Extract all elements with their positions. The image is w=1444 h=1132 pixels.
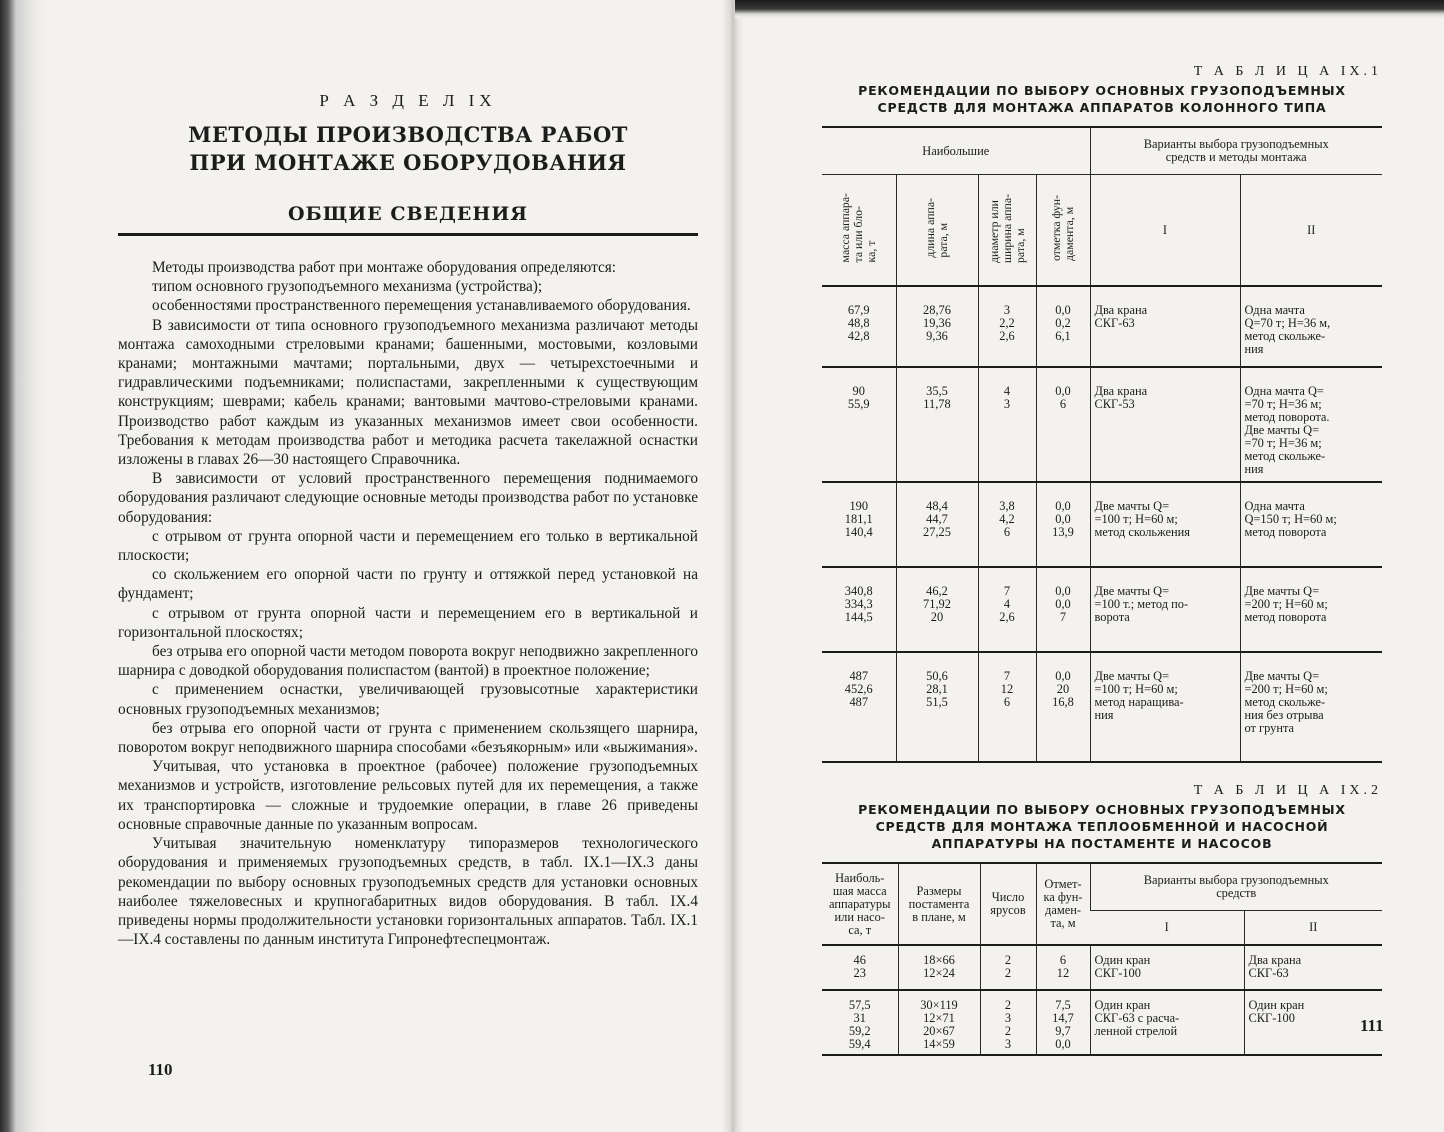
table-1-column-header xyxy=(978,175,1036,287)
table-1-title-line-1: РЕКОМЕНДАЦИИ ПО ВЫБОРУ ОСНОВНЫХ ГРУЗОПОДЪЕМНЫХ xyxy=(858,83,1346,98)
table-2-title-line-2: СРЕДСТВ ДЛЯ МОНТАЖА ТЕПЛООБМЕННОЙ И НАСОСНОЙ xyxy=(875,819,1329,834)
table-2-variant-header: I xyxy=(1090,911,1244,946)
table-cell: 7 12 6 xyxy=(978,652,1036,762)
table-cell: Один кран СКГ-100 xyxy=(1244,990,1382,1055)
table-row xyxy=(822,990,1382,1055)
table-cell: 46 23 xyxy=(853,953,866,980)
table-row xyxy=(822,945,1382,990)
table-cell: Один кран СКГ-63 с расча- ленной стрелой xyxy=(1090,990,1244,1055)
table-1-group-header-right: Варианты выбора грузоподъемных средств и методы монтажа xyxy=(1090,127,1382,175)
table-cell: 0,0 6 xyxy=(1036,367,1090,482)
table-1-column-header: I xyxy=(1090,175,1240,287)
body-paragraph: с отрывом от грунта опорной части и перемещением его в вертикальной и горизонтальной плоскостях; xyxy=(118,604,698,641)
table-cell: 3,8 4,2 6 xyxy=(978,482,1036,567)
table-cell: 50,6 28,1 51,5 xyxy=(896,652,978,762)
table-cell: 340,8 334,3 144,5 xyxy=(844,584,873,624)
table-1-column-header-text: отметка фун- дамента, м xyxy=(1049,195,1076,261)
table-row xyxy=(822,286,1382,367)
book-gutter xyxy=(722,0,744,1132)
table-1-label: Т А Б Л И Ц А IX.1 xyxy=(1193,64,1382,79)
body-paragraph: особенностями пространственного перемещения устанавливаемого оборудования. xyxy=(152,297,691,315)
table-1-title-line-2: СРЕДСТВ ДЛЯ МОНТАЖА АППАРАТОВ КОЛОННОГО ТИПА xyxy=(877,100,1327,115)
table-cell: 90 55,9 xyxy=(847,384,870,411)
table-cell: 6 12 xyxy=(1036,945,1090,990)
table-cell: 0,0 0,2 6,1 xyxy=(1036,286,1090,367)
table-row xyxy=(822,652,1382,762)
page-number-right: 111 xyxy=(1360,1016,1384,1035)
table-cell: 2 2 xyxy=(980,945,1036,990)
body-paragraph: со скольжением его опорной части по грунту и оттяжкой перед установкой на фундамент; xyxy=(118,566,698,603)
body-paragraph: с отрывом от грунта опорной части и перемещением его только в вертикальной плоскости; xyxy=(118,527,698,565)
table-1-group-header-left: Наибольшие xyxy=(822,127,1090,175)
body-paragraph: Учитывая значительную номенклатуру типоразмеров технологического оборудования и применяемых грузоподъемных средств, в табл. IX.1—IX.3 даны рекомендации по выбору основных грузоподъемных средств для установки основных наиболее тяжеловесных и крупногабаритных видов оборудования. В табл. IX.4 приведены нормы продолжительности установки горизонтальных аппаратов. Табл. IX.1—IX.4 составлены по данным института Гипронефтеспецмонтаж. xyxy=(118,835,698,949)
table-2-title xyxy=(822,801,1382,852)
table-cell: Одна мачта Q=150 т; H=60 м; метод поворота xyxy=(1240,482,1382,567)
table-cell: 30×119 12×71 20×67 14×59 xyxy=(898,990,980,1055)
table-row xyxy=(822,482,1382,567)
table-2-column-header: Число ярусов xyxy=(980,863,1036,945)
table-cell: Две мачты Q= =100 т; H=60 м; метод скольжения xyxy=(1090,482,1240,567)
table-cell: 57,5 31 59,2 59,4 xyxy=(848,998,871,1051)
left-page xyxy=(118,85,698,949)
table-cell: 7 4 2,6 xyxy=(978,567,1036,652)
table-1-title xyxy=(822,82,1382,116)
table-cell: Два крана СКГ-53 xyxy=(1090,367,1240,482)
table-cell: 0,0 0,0 13,9 xyxy=(1036,482,1090,567)
table-cell: Две мачты Q= =200 т; H=60 м; метод поворота xyxy=(1240,567,1382,652)
table-1 xyxy=(822,126,1382,763)
section-label: Р А З Д Е Л IX xyxy=(319,91,497,110)
body-paragraph: с применением оснастки, увеличивающей грузовысотные характеристики основных грузоподъемных механизмов; xyxy=(118,681,698,718)
book-edge-top xyxy=(735,0,1444,18)
table-cell: 46,2 71,92 20 xyxy=(896,567,978,652)
table-1-column-header xyxy=(896,175,978,287)
table-cell: 35,5 11,78 xyxy=(896,367,978,482)
table-cell: Одна мачта Q= =70 т; H=36 м; метод поворота. Две мачты Q= =70 т; H=36 м; метод скольже- ния xyxy=(1240,367,1382,482)
table-cell: 487 452,6 487 xyxy=(844,669,873,709)
page-number-left: 110 xyxy=(148,1060,173,1079)
table-cell: Две мачты Q= =100 т; H=60 м; метод наращива- ния xyxy=(1090,652,1240,762)
table-cell: Одна мачта Q=70 т; H=36 м, метод скольже- ния xyxy=(1240,286,1382,367)
table-cell: 48,4 44,7 27,25 xyxy=(896,482,978,567)
table-cell: 190 181,1 140,4 xyxy=(844,499,873,539)
body-paragraph: Методы производства работ при монтаже оборудования определяются: xyxy=(152,259,617,276)
table-cell: Два крана СКГ-63 xyxy=(1244,945,1382,990)
table-1-column-header xyxy=(822,175,896,287)
subsection-title: ОБЩИЕ СВЕДЕНИЯ xyxy=(287,203,529,225)
table-2 xyxy=(822,862,1382,1056)
table-cell: 67,9 48,8 42,8 xyxy=(847,303,870,343)
body-paragraph: В зависимости от типа основного грузоподъемного механизма различают методы монтажа самоходными стреловыми кранами; башенными, мостовыми, козловыми кранами; монтажными мачтами; портальными, двух — четырехстоечными и гидравлическими подъемниками; полиспастами, закрепленными к существующим конструкциям; шеврами; кабель кранами; вантовыми мачтово-стреловыми кранами. Производство работ каждым из указанных механизмов имеет свои особенности. Требования к методам производства работ и методика расчета такелажной оснастки изложены в главах 26—30 настоящего Справочника. xyxy=(118,316,698,469)
table-cell: Один кран СКГ-100 xyxy=(1090,945,1244,990)
table-cell: 7,5 14,7 9,7 0,0 xyxy=(1036,990,1090,1055)
table-2-variant-header: II xyxy=(1244,911,1382,946)
table-row xyxy=(822,367,1382,482)
table-cell: Две мачты Q= =200 т; H=60 м; метод скольже- ния без отрыва от грунта xyxy=(1240,652,1382,762)
table-cell: 3 2,2 2,6 xyxy=(978,286,1036,367)
table-cell: Два крана СКГ-63 xyxy=(1090,286,1240,367)
table-cell: 0,0 0,0 7 xyxy=(1036,567,1090,652)
section-title-line-2: ПРИ МОНТАЖЕ ОБОРУДОВАНИЯ xyxy=(189,150,627,175)
book-binding-left xyxy=(0,0,48,1132)
table-1-column-header-text: длина аппа- рата, м xyxy=(923,198,950,258)
table-cell: 4 3 xyxy=(978,367,1036,482)
table-1-column-header-text: масса аппара- та или бло- ка, т xyxy=(838,193,879,263)
section-title-line-1: МЕТОДЫ ПРОИЗВОДСТВА РАБОТ xyxy=(188,122,628,147)
right-page xyxy=(822,58,1382,1056)
body-paragraph: без отрыва его опорной части методом поворота вокруг неподвижно закрепленного шарнира с доводкой оборудования полиспастом (вантой) в проектное положение; xyxy=(118,643,698,680)
table-1-column-header-text: диаметр или ширина аппа- рата, м xyxy=(986,193,1027,263)
body-text xyxy=(118,258,698,949)
body-paragraph: Учитывая, что установка в проектное (рабочее) положение грузоподъемных механизмов и устройств, изготовление рельсовых путей для их перемещения, а также их транспортировка — сложные и трудоемкие операции, в главе 26 приведены основные справочные данные по указанным вопросам. xyxy=(118,758,698,833)
body-paragraph: без отрыва его опорной части от грунта с применением скользящего шарнира, поворотом вокруг неподвижного шарнира способами «безъякорным» или «выжимания». xyxy=(118,719,698,757)
table-cell: 28,76 19,36 9,36 xyxy=(896,286,978,367)
table-2-column-header: Наиболь- шая масса аппаратуры или насо- са, т xyxy=(822,863,898,945)
table-row xyxy=(822,567,1382,652)
table-1-column-header xyxy=(1036,175,1090,287)
table-cell: 18×66 12×24 xyxy=(898,945,980,990)
body-paragraph: В зависимости от условий пространственного перемещения поднимаемого оборудования различают следующие основные методы производства работ по установке оборудования: xyxy=(118,470,698,526)
table-1-column-header: II xyxy=(1240,175,1382,287)
table-cell: 0,0 20 16,8 xyxy=(1036,652,1090,762)
table-2-column-header: Отмет- ка фун- дамен- та, м xyxy=(1036,863,1090,945)
table-2-title-line-1: РЕКОМЕНДАЦИИ ПО ВЫБОРУ ОСНОВНЫХ ГРУЗОПОДЪЕМНЫХ xyxy=(858,802,1346,817)
heading-rule xyxy=(118,233,698,236)
table-cell: Две мачты Q= =100 т.; метод по- ворота xyxy=(1090,567,1240,652)
table-2-title-line-3: АППАРАТУРЫ НА ПОСТАМЕНТЕ И НАСОСОВ xyxy=(931,836,1273,851)
table-2-group-header: Варианты выбора грузоподъемных средств xyxy=(1090,863,1382,911)
table-2-column-header: Размеры постамента в плане, м xyxy=(898,863,980,945)
table-2-label: Т А Б Л И Ц А IX.2 xyxy=(1193,783,1382,798)
table-cell: 2 3 2 3 xyxy=(980,990,1036,1055)
body-paragraph: типом основного грузоподъемного механизма (устройства); xyxy=(152,278,543,296)
